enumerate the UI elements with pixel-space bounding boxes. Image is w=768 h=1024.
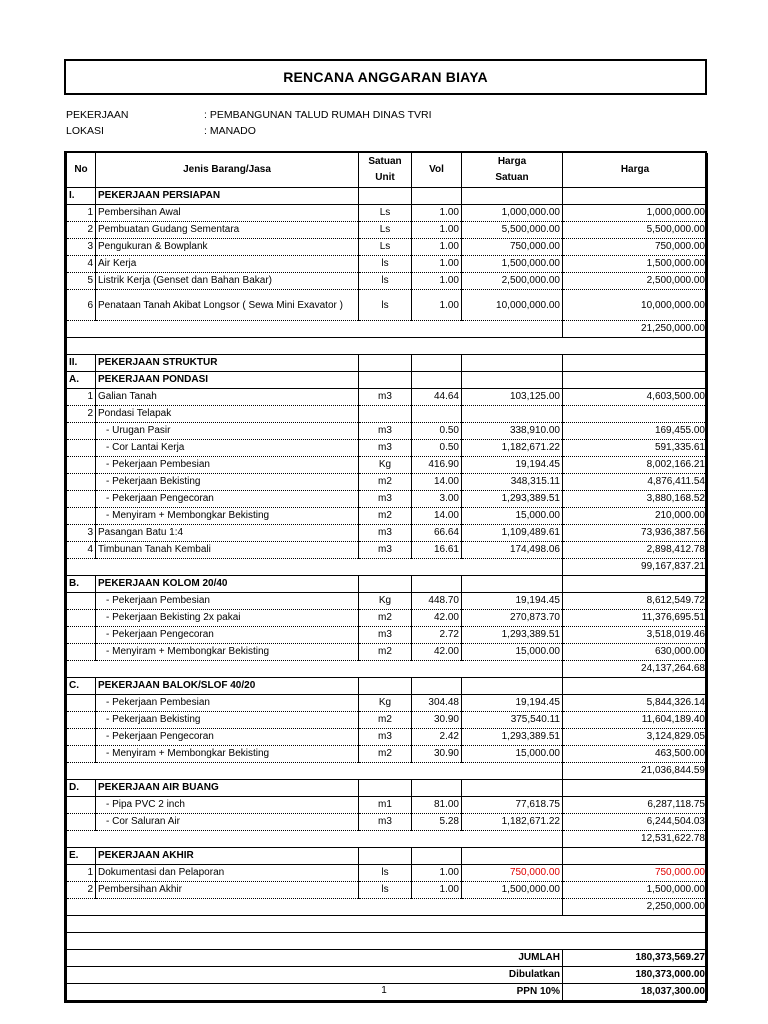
item-number [67,593,96,610]
item-unit: m2 [359,644,412,661]
table-row [67,882,708,899]
section-title: PEKERJAAN AKHIR [96,848,359,865]
item-name: Pondasi Telapak [96,406,359,423]
table-body [67,188,708,1001]
item-unit: m2 [359,746,412,763]
item-unit: m3 [359,491,412,508]
subtotal-spacer [67,661,563,678]
section-number: A. [67,372,96,389]
table-row [67,814,708,831]
item-volume: 5.28 [412,814,462,831]
item-unit: m3 [359,814,412,831]
item-number [67,610,96,627]
cell-total [563,576,708,593]
item-number: 3 [67,239,96,256]
item-number [67,729,96,746]
item-name: Pengukuran & Bowplank [96,239,359,256]
item-number: 4 [67,256,96,273]
subtotal-value: 99,167,837.21 [563,559,708,576]
cell-unit-price [462,372,563,389]
item-number [67,644,96,661]
item-total: 591,335.61 [563,440,708,457]
header-satuan-line1: Satuan [368,156,402,167]
item-total: 6,244,504.03 [563,814,708,831]
item-number: 2 [67,882,96,899]
blank-cell [67,338,708,355]
item-unit: Ls [359,222,412,239]
section-row [67,188,708,205]
item-name: - Cor Lantai Kerja [96,440,359,457]
table-row [67,525,708,542]
item-unit: m3 [359,627,412,644]
item-name: - Pekerjaan Pengecoran [96,491,359,508]
item-name: - Menyiram + Membongkar Bekisting [96,746,359,763]
table-row [67,508,708,525]
header-satuan-line2: Unit [375,172,395,183]
grand-total-row [67,950,708,967]
section-row [67,576,708,593]
item-name: - Pekerjaan Bekisting [96,474,359,491]
blank-row [67,916,708,933]
cell-vol [412,678,462,695]
item-total: 169,455.00 [563,423,708,440]
item-volume: 2.72 [412,627,462,644]
cell-vol [412,372,462,389]
item-name: - Pekerjaan Pembesian [96,457,359,474]
document-title: RENCANA ANGGARAN BIAYA [64,59,707,95]
item-volume: 448.70 [412,593,462,610]
info-label: LOKASI [66,125,104,137]
item-total: 463,500.00 [563,746,708,763]
cell-total [563,188,708,205]
item-total: 8,002,166.21 [563,457,708,474]
cell-total [563,355,708,372]
subtotal-row [67,661,708,678]
cell-vol [412,355,462,372]
item-name: - Cor Saluran Air [96,814,359,831]
item-volume: 1.00 [412,239,462,256]
info-label: PEKERJAAN [66,109,129,121]
item-unit: m3 [359,440,412,457]
header-no: No [67,153,96,188]
item-unit-price: 2,500,000.00 [462,273,563,290]
table-row [67,273,708,290]
item-volume [412,406,462,423]
item-total: 3,518,019.46 [563,627,708,644]
item-total: 2,898,412.78 [563,542,708,559]
item-name: Dokumentasi dan Pelaporan [96,865,359,882]
table-row [67,290,708,321]
subtotal-spacer [67,559,563,576]
item-unit-price [462,406,563,423]
section-title: PEKERJAAN KOLOM 20/40 [96,576,359,593]
table-row [67,610,708,627]
item-number: 1 [67,389,96,406]
item-total: 1,000,000.00 [563,205,708,222]
item-total: 750,000.00 [563,239,708,256]
header-satuan [359,153,412,188]
table-row [67,423,708,440]
cell-total [563,372,708,389]
item-total: 210,000.00 [563,508,708,525]
subtotal-value: 24,137,264.68 [563,661,708,678]
section-title: PEKERJAAN PONDASI [96,372,359,389]
section-row [67,678,708,695]
table-row [67,474,708,491]
cell-unit [359,355,412,372]
cell-total [563,780,708,797]
item-name: - Pekerjaan Bekisting [96,712,359,729]
cell-unit-price [462,355,563,372]
item-total: 2,500,000.00 [563,273,708,290]
table-row [67,239,708,256]
info-value: : PEMBANGUNAN TALUD RUMAH DINAS TVRI [204,109,432,121]
table-row [67,865,708,882]
section-title: PEKERJAAN PERSIAPAN [96,188,359,205]
item-unit-price: 375,540.11 [462,712,563,729]
item-name: Pembersihan Awal [96,205,359,222]
info-value: : MANADO [204,125,256,137]
subtotal-row [67,831,708,848]
item-number: 5 [67,273,96,290]
section-row [67,780,708,797]
item-unit-price: 15,000.00 [462,746,563,763]
item-unit: ls [359,865,412,882]
item-name: Galian Tanah [96,389,359,406]
item-unit-price: 1,293,389.51 [462,627,563,644]
table-row [67,222,708,239]
blank-row [67,933,708,950]
grand-total-row [67,967,708,984]
section-number: B. [67,576,96,593]
item-total: 6,287,118.75 [563,797,708,814]
header-harga-satuan-line2: Satuan [495,172,529,183]
item-unit: Ls [359,239,412,256]
item-volume: 30.90 [412,712,462,729]
item-total: 11,376,695.51 [563,610,708,627]
item-unit [359,406,412,423]
section-title: PEKERJAAN BALOK/SLOF 40/20 [96,678,359,695]
item-number [67,440,96,457]
subtotal-row [67,763,708,780]
blank-cell [67,916,708,933]
item-unit: m3 [359,729,412,746]
item-volume: 416.90 [412,457,462,474]
item-unit: ls [359,273,412,290]
grand-total-value: 180,373,000.00 [563,967,708,984]
item-unit-price: 270,873.70 [462,610,563,627]
item-unit-price: 750,000.00 [462,239,563,256]
table-row [67,627,708,644]
item-unit: ls [359,882,412,899]
header-vol: Vol [412,153,462,188]
grand-total-value: 180,373,569.27 [563,950,708,967]
table-row [67,593,708,610]
item-name: - Menyiram + Membongkar Bekisting [96,508,359,525]
item-unit: m3 [359,423,412,440]
item-unit-price: 1,500,000.00 [462,882,563,899]
item-volume: 0.50 [412,440,462,457]
subtotal-spacer [67,321,563,338]
item-number [67,508,96,525]
table-row [67,440,708,457]
item-number [67,491,96,508]
subtotal-row [67,899,708,916]
item-unit-price: 103,125.00 [462,389,563,406]
item-number [67,457,96,474]
item-name: Penataan Tanah Akibat Longsor ( Sewa Mini Exavator ) [96,290,359,321]
subtotal-value: 21,250,000.00 [563,321,708,338]
item-name: Air Kerja [96,256,359,273]
table-row [67,729,708,746]
section-number: I. [67,188,96,205]
cell-vol [412,780,462,797]
section-row [67,355,708,372]
item-unit: Kg [359,695,412,712]
cell-vol [412,848,462,865]
item-unit: m2 [359,610,412,627]
item-number: 4 [67,542,96,559]
section-number: C. [67,678,96,695]
cell-vol [412,576,462,593]
item-number [67,712,96,729]
subtotal-value: 12,531,622.78 [563,831,708,848]
cell-total [563,848,708,865]
item-total: 1,500,000.00 [563,256,708,273]
item-number [67,797,96,814]
item-unit: m3 [359,542,412,559]
item-name: - Pekerjaan Bekisting 2x pakai [96,610,359,627]
item-unit-price: 1,182,671.22 [462,814,563,831]
grand-total-label: Dibulatkan [67,967,563,984]
item-unit-price: 5,500,000.00 [462,222,563,239]
item-total: 3,880,168.52 [563,491,708,508]
item-total: 630,000.00 [563,644,708,661]
cell-unit-price [462,576,563,593]
item-volume: 1.00 [412,882,462,899]
item-volume: 16.61 [412,542,462,559]
item-unit-price: 338,910.00 [462,423,563,440]
item-volume: 1.00 [412,205,462,222]
item-number [67,474,96,491]
item-volume: 14.00 [412,508,462,525]
item-unit-price: 174,498.06 [462,542,563,559]
item-volume: 30.90 [412,746,462,763]
item-volume: 42.00 [412,644,462,661]
subtotal-row [67,321,708,338]
blank-cell [67,933,708,950]
item-unit-price: 348,315.11 [462,474,563,491]
cell-unit [359,372,412,389]
section-title: PEKERJAAN AIR BUANG [96,780,359,797]
item-unit-price: 1,109,489.61 [462,525,563,542]
item-name: Pembersihan Akhir [96,882,359,899]
item-number: 1 [67,865,96,882]
item-volume: 0.50 [412,423,462,440]
page-number: 1 [381,985,387,996]
section-number: D. [67,780,96,797]
table-row [67,695,708,712]
item-number [67,746,96,763]
header-harga-satuan [462,153,563,188]
item-total: 11,604,189.40 [563,712,708,729]
item-volume: 42.00 [412,610,462,627]
item-volume: 66.64 [412,525,462,542]
table-row [67,457,708,474]
item-unit-price: 19,194.45 [462,593,563,610]
cell-unit [359,848,412,865]
table-row [67,797,708,814]
grand-total-value: 18,037,300.00 [563,984,708,1001]
item-volume: 1.00 [412,273,462,290]
cell-unit-price [462,848,563,865]
table-row [67,389,708,406]
item-volume: 3.00 [412,491,462,508]
item-name: - Pekerjaan Pembesian [96,593,359,610]
item-number: 6 [67,290,96,321]
item-unit-price: 10,000,000.00 [462,290,563,321]
item-volume: 1.00 [412,222,462,239]
subtotal-spacer [67,831,563,848]
item-total: 3,124,829.05 [563,729,708,746]
item-unit-price: 1,182,671.22 [462,440,563,457]
item-name: - Urugan Pasir [96,423,359,440]
item-unit: Kg [359,457,412,474]
section-title: PEKERJAAN STRUKTUR [96,355,359,372]
item-number [67,627,96,644]
budget-table [64,151,707,1003]
item-volume: 14.00 [412,474,462,491]
item-unit: m2 [359,508,412,525]
item-total [563,406,708,423]
item-number [67,695,96,712]
table-row [67,491,708,508]
item-total: 73,936,387.56 [563,525,708,542]
cell-unit [359,576,412,593]
item-name: Pembuatan Gudang Sementara [96,222,359,239]
item-number: 2 [67,406,96,423]
subtotal-value: 2,250,000.00 [563,899,708,916]
cell-unit-price [462,780,563,797]
subtotal-spacer [67,899,563,916]
table-row [67,406,708,423]
item-name: - Pipa PVC 2 inch [96,797,359,814]
subtotal-spacer [67,763,563,780]
table-row [67,205,708,222]
subtotal-value: 21,036,844.59 [563,763,708,780]
item-unit-price: 19,194.45 [462,457,563,474]
item-number: 3 [67,525,96,542]
item-total: 4,876,411.54 [563,474,708,491]
item-name: Listrik Kerja (Genset dan Bahan Bakar) [96,273,359,290]
item-volume: 1.00 [412,256,462,273]
item-total: 10,000,000.00 [563,290,708,321]
item-volume: 81.00 [412,797,462,814]
blank-row [67,338,708,355]
item-unit-price: 1,293,389.51 [462,729,563,746]
header-jenis: Jenis Barang/Jasa [96,153,359,188]
section-number: II. [67,355,96,372]
cell-unit [359,780,412,797]
section-row [67,372,708,389]
table-header-row [67,153,708,188]
item-unit-price: 15,000.00 [462,644,563,661]
header-harga: Harga [563,153,708,188]
item-unit: m3 [359,525,412,542]
item-name: - Pekerjaan Pengecoran [96,627,359,644]
item-unit: ls [359,256,412,273]
item-number [67,814,96,831]
cell-total [563,678,708,695]
table-row [67,712,708,729]
item-unit: m2 [359,712,412,729]
item-number: 2 [67,222,96,239]
subtotal-row [67,559,708,576]
header-harga-satuan-line1: Harga [497,156,527,167]
item-unit: m1 [359,797,412,814]
table-row [67,256,708,273]
item-total: 8,612,549.72 [563,593,708,610]
cell-unit-price [462,188,563,205]
item-volume: 2.42 [412,729,462,746]
section-row [67,848,708,865]
item-volume: 44.64 [412,389,462,406]
item-unit: ls [359,290,412,321]
cell-unit-price [462,678,563,695]
item-volume: 1.00 [412,865,462,882]
item-total: 4,603,500.00 [563,389,708,406]
item-total: 5,500,000.00 [563,222,708,239]
item-unit: m3 [359,389,412,406]
item-number: 1 [67,205,96,222]
item-unit-price: 1,500,000.00 [462,256,563,273]
cell-vol [412,188,462,205]
item-name: Pasangan Batu 1:4 [96,525,359,542]
item-name: - Pekerjaan Pembesian [96,695,359,712]
item-volume: 304.48 [412,695,462,712]
item-number [67,423,96,440]
item-volume: 1.00 [412,290,462,321]
grand-total-label: JUMLAH [67,950,563,967]
table-row [67,542,708,559]
item-unit-price: 15,000.00 [462,508,563,525]
item-total: 750,000.00 [563,865,708,882]
grand-total-label: PPN 10% [67,984,563,1001]
item-total: 5,844,326.14 [563,695,708,712]
item-unit: Kg [359,593,412,610]
table-row [67,746,708,763]
item-unit-price: 1,000,000.00 [462,205,563,222]
section-number: E. [67,848,96,865]
item-unit-price: 77,618.75 [462,797,563,814]
item-name: Timbunan Tanah Kembali [96,542,359,559]
item-unit: m2 [359,474,412,491]
item-unit-price: 19,194.45 [462,695,563,712]
item-unit-price: 1,293,389.51 [462,491,563,508]
item-unit: Ls [359,205,412,222]
item-name: - Menyiram + Membongkar Bekisting [96,644,359,661]
item-unit-price: 750,000.00 [462,865,563,882]
cell-unit [359,188,412,205]
table-row [67,644,708,661]
item-total: 1,500,000.00 [563,882,708,899]
item-name: - Pekerjaan Pengecoran [96,729,359,746]
cell-unit [359,678,412,695]
